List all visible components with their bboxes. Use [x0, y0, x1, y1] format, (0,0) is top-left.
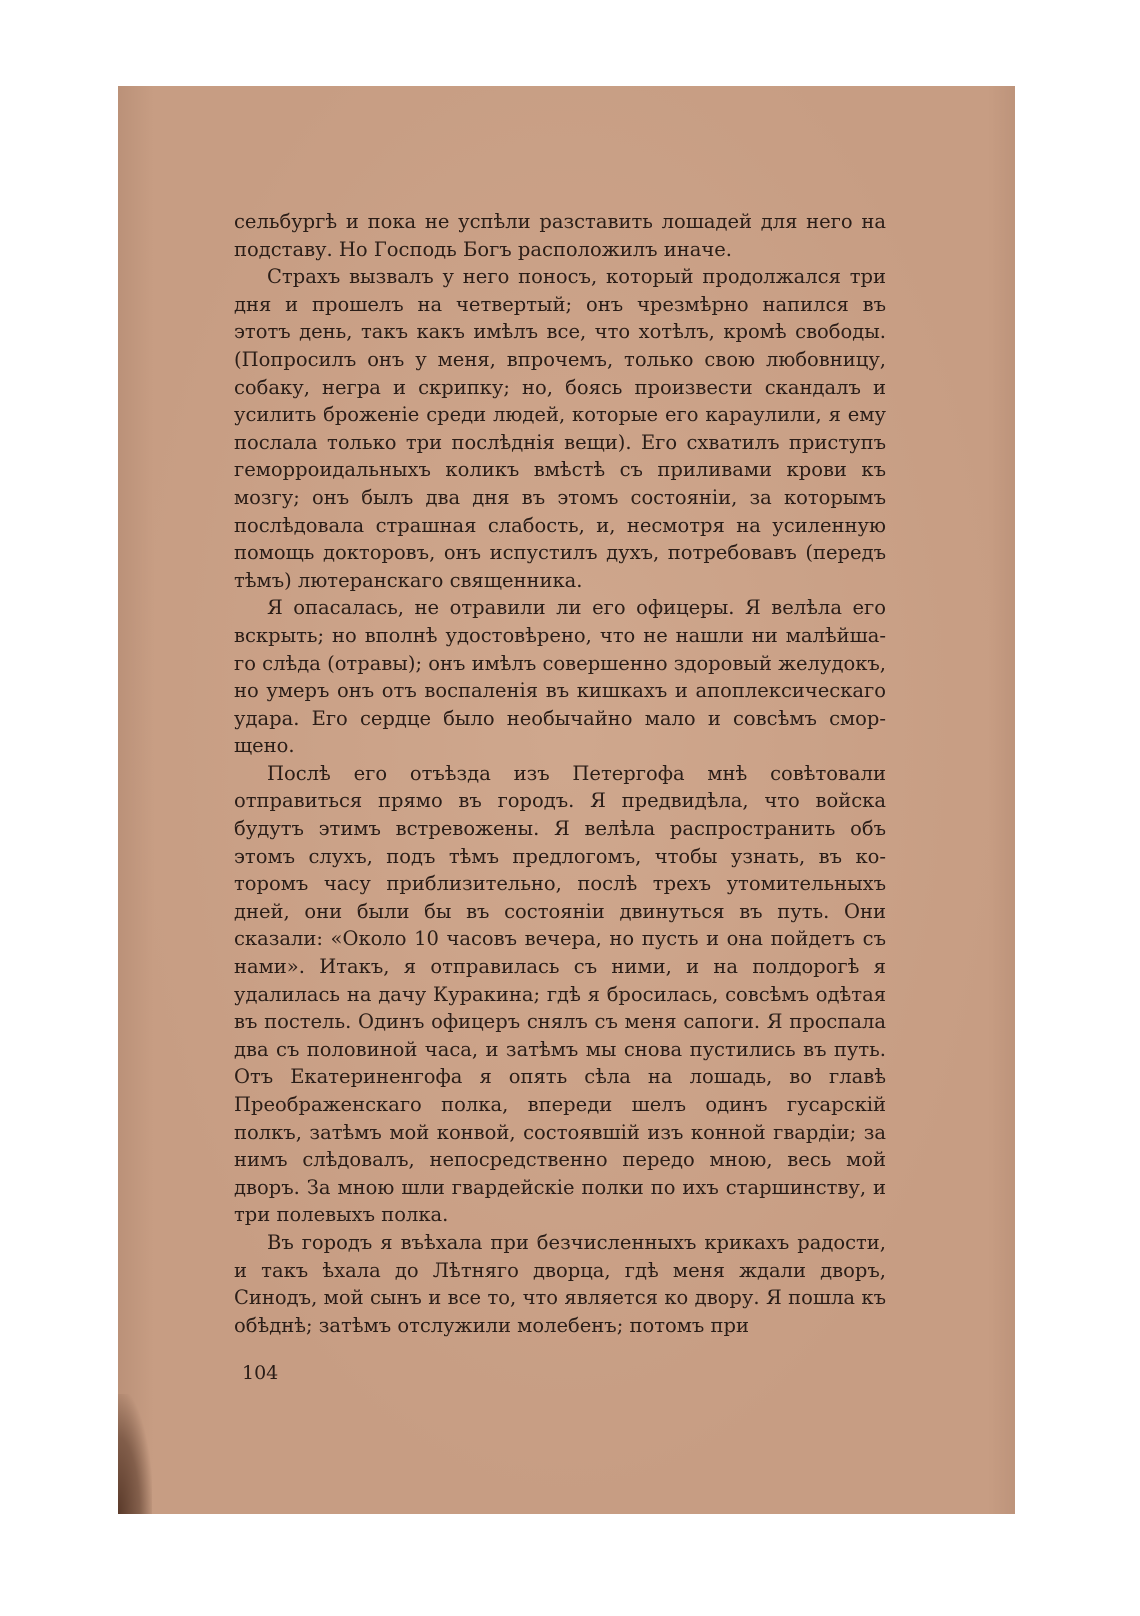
- paragraph-5: Въ городъ я въѣхала при безчисленныхъ крикахъ радости, и такъ ѣхала до Лѣтняго дворца, гдѣ меня ждали дворъ, Синодъ, мой сынъ и все то, что является ко двору. Я пошла къ обѣднѣ; затѣмъ отслужили молебенъ; потомъ при: [234, 1230, 886, 1337]
- paragraph-3: Я опасалась, не отравили ли его офицеры. Я велѣла его вскрыть; но вполнѣ удостовѣрено, что не нашли ни малѣйшаго слѣда (отравы); онъ имѣлъ совершенно здоровый желудокъ, но умеръ онъ отъ воспаленія въ кишкахъ и апоплексическаго удара. Его сердце было необычайно мало и совсѣмъ сморщено.: [234, 596, 886, 758]
- paragraph-4: Послѣ его отъѣзда изъ Петергофа мнѣ совѣтовали отправиться прямо въ городъ. Я предвидѣла, что войска будутъ этимъ встревожены. Я велѣла распространить объ этомъ слухъ, подъ тѣмъ предлогомъ, чтобы узнать, въ которомъ часу приблизительно, послѣ трехъ утомительныхъ дней, они были бы въ состояніи двинуться въ путь. Они сказали: «Около 10 часовъ вечера, но пусть и она пойдетъ съ нами». Итакъ, я отправилась съ ними, и на полдорогѣ я удалилась на дачу Куракина; гдѣ я бросилась, совсѣмъ одѣтая въ постель. Одинъ офицеръ снялъ съ меня сапоги. Я проспала два съ половиной часа, и затѣмъ мы снова пустились въ путь. Отъ Екатериненгофа я опять сѣла на лошадь, во главѣ Преображенскаго полка, впереди шелъ одинъ гусарскій полкъ, затѣмъ мой конвой, состоявшій изъ конной гвардіи; за нимъ слѣдовалъ, непосредственно передо мною, весь мой дворъ. За мною шли гвардейскіе полки по ихъ старшинству, и три полевыхъ полка.: [234, 761, 886, 1227]
- body-text: [234, 208, 886, 1339]
- book-page: [118, 86, 1015, 1514]
- page-number: 104: [242, 1362, 279, 1384]
- page-stain: [118, 1394, 152, 1514]
- paragraph-2: Страхъ вызвалъ у него поносъ, который продолжался три дня и прошелъ на четвертый; онъ чрезмѣрно напился въ этотъ день, такъ какъ имѣлъ все, что хотѣлъ, кромѣ свободы. (Попросилъ онъ у меня, впрочемъ, только свою любовницу, собаку, негра и скрипку; но, боясь произвести скандалъ и усилить броженіе среди людей, которые его караулили, я ему послала только три послѣднія вещи). Его схватилъ приступъ геморроидальныхъ коликъ вмѣстѣ съ приливами крови къ мозгу; онъ былъ два дня въ этомъ состояніи, за которымъ послѣдовала страшная слабость, и, несмотря на усиленную помощь докторовъ, онъ испустилъ духъ, потребовавъ (передъ тѣмъ) лютеранскаго священника.: [234, 265, 886, 592]
- paragraph-1: сельбургѣ и пока не успѣли разставить лошадей для него на подставу. Но Господь Богъ расположилъ иначе.: [234, 210, 886, 261]
